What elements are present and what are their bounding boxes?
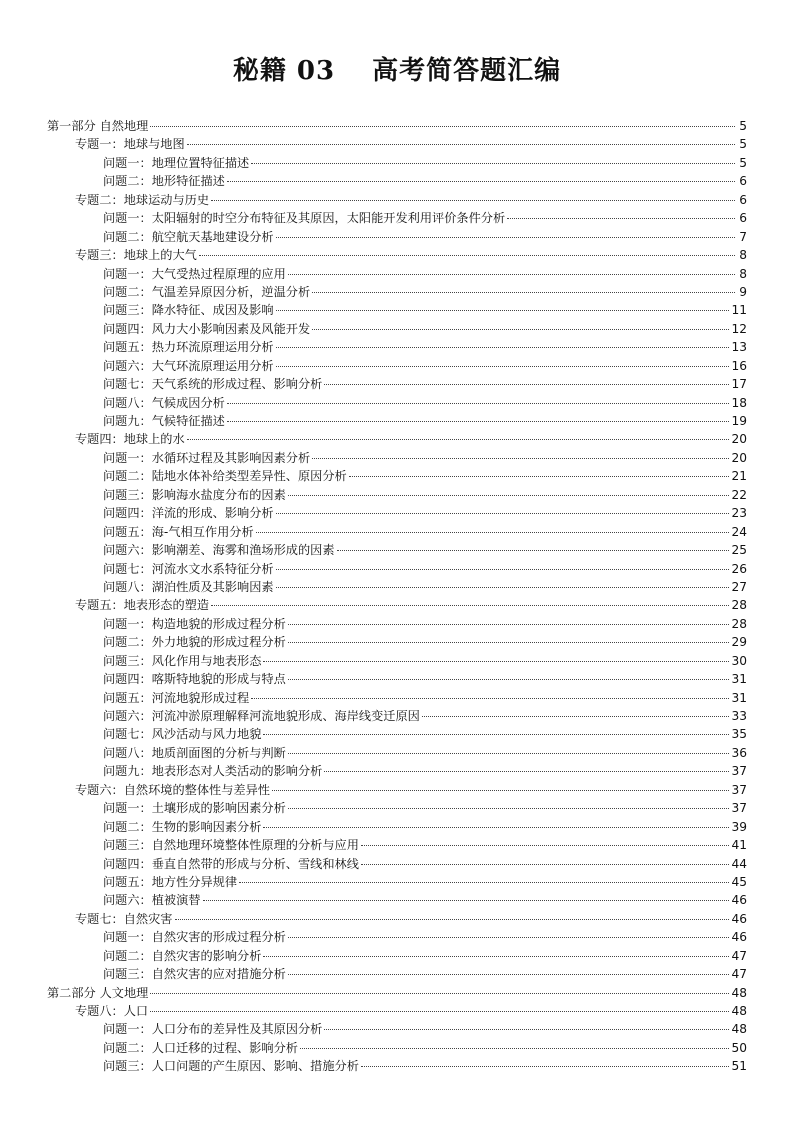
toc-entry-label: 问题三：影响海水盐度分布的因素 xyxy=(103,487,286,502)
toc-page-number: 26 xyxy=(731,561,747,576)
toc-page-number: 33 xyxy=(731,709,747,723)
dot-leader xyxy=(199,254,735,256)
toc-entry-label: 专题八：人口 xyxy=(75,1004,149,1018)
toc-question[interactable] xyxy=(47,375,747,393)
toc-question[interactable] xyxy=(47,615,747,633)
toc-entry-label: 问题二：外力地貌的形成过程分析 xyxy=(103,635,286,650)
dot-leader xyxy=(256,531,730,533)
toc-page-number: 47 xyxy=(731,967,747,982)
toc-part[interactable] xyxy=(47,117,747,135)
toc-question[interactable] xyxy=(47,209,747,227)
toc-page-number: 5 xyxy=(739,137,747,152)
toc-question[interactable] xyxy=(47,504,747,522)
toc-question[interactable] xyxy=(47,707,747,725)
toc-entry-label: 问题一：土壤形成的影响因素分析 xyxy=(103,801,286,816)
toc-entry-label: 问题一：太阳辐射的时空分布特征及其原因，太阳能开发利用评价条件分析 xyxy=(103,211,506,226)
dot-leader xyxy=(361,1065,730,1067)
toc-question[interactable] xyxy=(47,873,747,891)
toc-question[interactable] xyxy=(47,357,747,375)
toc-topic[interactable] xyxy=(47,1002,747,1020)
toc-entry-label: 专题六：自然环境的整体性与差异性 xyxy=(75,782,270,797)
dot-leader xyxy=(276,346,730,348)
dot-leader xyxy=(300,1047,729,1049)
toc-question[interactable] xyxy=(47,689,747,707)
toc-entry-label: 第二部分 人文地理 xyxy=(47,985,149,1000)
toc-page-number: 20 xyxy=(731,450,747,465)
toc-entry-label: 问题六：影响潮差、海雾和渔场形成的因素 xyxy=(103,543,335,558)
toc-entry-label: 第一部分 自然地理 xyxy=(47,119,149,133)
dot-leader xyxy=(312,291,735,293)
toc-entry-label: 专题三：地球上的大气 xyxy=(75,248,197,263)
toc-question[interactable] xyxy=(47,486,747,504)
toc-page-number: 51 xyxy=(731,1059,747,1074)
toc-page-number: 7 xyxy=(739,229,747,244)
toc-page-number: 31 xyxy=(731,690,747,705)
toc-question[interactable] xyxy=(47,947,747,965)
toc-entry-label: 问题六：植被演替 xyxy=(103,893,201,908)
dot-leader xyxy=(211,604,729,606)
dot-leader xyxy=(276,586,730,588)
toc-entry-label: 问题二：陆地水体补给类型差异性、原因分析 xyxy=(103,469,347,484)
toc-question[interactable] xyxy=(47,744,747,762)
toc-entry-label: 问题四：风力大小影响因素及风能开发 xyxy=(103,321,311,336)
toc-entry-label: 专题一：地球与地图 xyxy=(75,137,185,152)
toc-page-number: 36 xyxy=(731,745,747,760)
toc-question[interactable] xyxy=(47,891,747,909)
toc-question[interactable] xyxy=(47,818,747,836)
dot-leader xyxy=(263,733,729,735)
toc-entry-label: 问题三：降水特征、成因及影响 xyxy=(103,303,274,318)
toc-page-number: 47 xyxy=(731,948,747,963)
dot-leader xyxy=(227,420,730,422)
dot-leader xyxy=(227,180,735,182)
dot-leader xyxy=(276,365,730,367)
toc-entry-label: 问题八：地质剖面图的分析与判断 xyxy=(103,745,286,760)
toc-question[interactable] xyxy=(47,449,747,467)
toc-page-number: 46 xyxy=(731,930,747,945)
toc-question[interactable] xyxy=(47,928,747,946)
toc-page-number: 12 xyxy=(731,321,747,336)
dot-leader xyxy=(272,789,729,791)
toc-topic[interactable] xyxy=(47,910,747,928)
dot-leader xyxy=(150,1010,729,1012)
dot-leader xyxy=(324,383,729,385)
toc-topic[interactable] xyxy=(47,135,747,153)
toc-entry-label: 问题五：热力环流原理运用分析 xyxy=(103,340,274,355)
dot-leader xyxy=(239,881,729,883)
dot-leader xyxy=(276,512,730,514)
dot-leader xyxy=(211,199,735,201)
toc-entry-label: 问题三：自然灾害的应对措施分析 xyxy=(103,967,286,982)
toc-question[interactable] xyxy=(47,560,747,578)
toc-page-number: 21 xyxy=(731,469,747,484)
dot-leader xyxy=(263,660,729,662)
dot-leader xyxy=(507,217,735,219)
toc-page-number: 46 xyxy=(731,893,747,908)
toc-entry-label: 问题五：河流地貌形成过程 xyxy=(103,690,250,705)
toc-page-number: 48 xyxy=(731,1022,747,1037)
toc-part[interactable] xyxy=(47,984,747,1002)
toc-entry-label: 问题三：人口问题的产生原因、影响、措施分析 xyxy=(103,1059,359,1074)
toc-question[interactable] xyxy=(47,836,747,854)
toc-page-number: 39 xyxy=(731,819,747,834)
toc-entry-label: 问题八：气候成因分析 xyxy=(103,395,225,410)
toc-question[interactable] xyxy=(47,394,747,412)
toc-entry-label: 问题一：自然灾害的形成过程分析 xyxy=(103,930,286,945)
toc-question[interactable] xyxy=(47,1057,747,1075)
dot-leader xyxy=(187,438,730,440)
dot-leader xyxy=(288,807,730,809)
toc-page-number: 28 xyxy=(731,598,747,613)
toc-page-number: 50 xyxy=(731,1040,747,1055)
toc-entry-label: 问题五：地方性分异规律 xyxy=(103,874,238,889)
toc-entry-label: 问题二：气温差异原因分析，逆温分析 xyxy=(103,284,311,299)
toc-entry-label: 问题二：生物的影响因素分析 xyxy=(103,819,262,834)
dot-leader xyxy=(288,678,730,680)
toc-entry-label: 问题三：自然地理环境整体性原理的分析与应用 xyxy=(103,838,359,853)
toc-page-number: 22 xyxy=(731,487,747,502)
toc-topic[interactable] xyxy=(47,246,747,264)
toc-entry-label: 问题七：天气系统的形成过程、影响分析 xyxy=(103,377,323,392)
toc-entry-label: 问题四：洋流的形成、影响分析 xyxy=(103,506,274,521)
toc-question[interactable] xyxy=(47,670,747,688)
dot-leader xyxy=(288,641,730,643)
toc-page-number: 23 xyxy=(731,506,747,521)
toc-entry-label: 专题四：地球上的水 xyxy=(75,432,185,447)
toc-question[interactable] xyxy=(47,1020,747,1038)
toc-question[interactable] xyxy=(47,320,747,338)
dot-leader xyxy=(276,236,735,238)
toc-question[interactable] xyxy=(47,799,747,817)
toc-page-number: 6 xyxy=(739,174,747,189)
toc-question[interactable] xyxy=(47,541,747,559)
toc-entry-label: 问题一：地理位置特征描述 xyxy=(103,155,250,170)
toc-question[interactable] xyxy=(47,523,747,541)
toc-page-number: 6 xyxy=(739,211,747,226)
toc-question[interactable] xyxy=(47,1039,747,1057)
toc-question[interactable] xyxy=(47,652,747,670)
toc-question[interactable] xyxy=(47,762,747,780)
dot-leader xyxy=(361,863,730,865)
toc-page-number: 46 xyxy=(731,911,747,926)
toc-page-number: 13 xyxy=(731,340,747,355)
toc-page-number: 44 xyxy=(731,856,747,871)
toc-question[interactable] xyxy=(47,283,747,301)
toc-question[interactable] xyxy=(47,228,747,246)
toc-entry-label: 问题三：风化作用与地表形态 xyxy=(103,653,262,668)
dot-leader xyxy=(288,623,730,625)
toc-page-number: 24 xyxy=(731,524,747,539)
toc-entry-label: 问题五：海-气相互作用分析 xyxy=(103,524,254,539)
dot-leader xyxy=(263,826,729,828)
toc-page-number: 8 xyxy=(739,248,747,263)
dot-leader xyxy=(251,697,729,699)
toc-entry-label: 问题四：垂直自然带的形成与分析、雪线和林线 xyxy=(103,856,359,871)
toc-page-number: 28 xyxy=(731,616,747,631)
toc-entry-label: 问题六：大气环流原理运用分析 xyxy=(103,358,274,373)
toc-page-number: 41 xyxy=(731,838,747,853)
toc-entry-label: 问题二：人口迁移的过程、影响分析 xyxy=(103,1040,298,1055)
dot-leader xyxy=(251,162,735,164)
dot-leader xyxy=(175,918,730,920)
toc-page-number: 5 xyxy=(739,155,747,170)
toc-page-number: 25 xyxy=(731,543,747,558)
toc-entry-label: 问题七：河流水文水系特征分析 xyxy=(103,561,274,576)
dot-leader xyxy=(288,973,730,975)
toc-question[interactable] xyxy=(47,467,747,485)
dot-leader xyxy=(312,328,729,330)
dot-leader xyxy=(203,899,730,901)
toc-topic[interactable] xyxy=(47,430,747,448)
toc-page-number: 37 xyxy=(731,782,747,797)
dot-leader xyxy=(288,936,730,938)
page-title: 秘籍 03 高考简答题汇编 xyxy=(232,56,562,86)
toc-question[interactable] xyxy=(47,855,747,873)
toc-topic[interactable] xyxy=(47,781,747,799)
toc-entry-label: 专题七：自然灾害 xyxy=(75,911,173,926)
toc-page-number: 19 xyxy=(731,414,747,428)
toc-page-number: 27 xyxy=(731,579,747,594)
toc-entry-label: 专题五：地表形态的塑造 xyxy=(75,598,210,613)
dot-leader xyxy=(276,568,730,570)
toc-question[interactable] xyxy=(47,154,747,172)
toc-entry-label: 问题六：河流冲淤原理解释河流地貌形成、海岸线变迁原因 xyxy=(103,709,420,723)
toc-question[interactable] xyxy=(47,965,747,983)
toc-page-number: 20 xyxy=(731,432,747,447)
toc-page-number: 29 xyxy=(731,635,747,650)
toc-page-number: 18 xyxy=(731,395,747,410)
toc-question[interactable] xyxy=(47,578,747,596)
dot-leader xyxy=(150,125,735,127)
toc-page-number: 37 xyxy=(731,801,747,816)
toc-page-number: 9 xyxy=(739,284,747,299)
toc-entry-label: 问题四：喀斯特地貌的形成与特点 xyxy=(103,672,286,687)
dot-leader xyxy=(324,1028,729,1030)
toc-entry-label: 问题一：人口分布的差异性及其原因分析 xyxy=(103,1022,323,1037)
toc-question[interactable] xyxy=(47,338,747,356)
toc-page-number: 30 xyxy=(731,653,747,668)
dot-leader xyxy=(337,549,730,551)
toc-entry-label: 问题二：自然灾害的影响分析 xyxy=(103,948,262,963)
dot-leader xyxy=(187,143,735,145)
toc-question[interactable] xyxy=(47,172,747,190)
toc-entry-label: 专题二：地球运动与历史 xyxy=(75,192,210,207)
toc-question[interactable] xyxy=(47,265,747,283)
toc-page-number: 8 xyxy=(739,266,747,281)
toc-page-number: 17 xyxy=(731,377,747,392)
toc-page-number: 48 xyxy=(731,1004,747,1018)
toc-entry-label: 问题七：风沙活动与风力地貌 xyxy=(103,727,262,742)
dot-leader xyxy=(361,844,730,846)
toc-question[interactable] xyxy=(47,633,747,651)
toc-page-number: 5 xyxy=(739,119,747,133)
toc-entry-label: 问题一：构造地貌的形成过程分析 xyxy=(103,616,286,631)
toc-entry-label: 问题二：航空航天基地建设分析 xyxy=(103,229,274,244)
dot-leader xyxy=(263,955,729,957)
toc-topic[interactable] xyxy=(47,596,747,614)
toc-page-number: 37 xyxy=(731,764,747,779)
dot-leader xyxy=(422,715,730,717)
toc-entry-label: 问题一：大气受热过程原理的应用 xyxy=(103,266,286,281)
dot-leader xyxy=(324,770,729,772)
toc-entry-label: 问题二：地形特征描述 xyxy=(103,174,225,189)
table-of-contents xyxy=(47,117,747,1076)
toc-page-number: 31 xyxy=(731,672,747,687)
dot-leader xyxy=(288,494,730,496)
dot-leader xyxy=(312,457,729,459)
dot-leader xyxy=(150,992,729,994)
toc-topic[interactable] xyxy=(47,191,747,209)
toc-question[interactable] xyxy=(47,725,747,743)
toc-page-number: 11 xyxy=(731,303,747,318)
toc-page-number: 16 xyxy=(731,358,747,373)
dot-leader xyxy=(276,309,730,311)
toc-question[interactable] xyxy=(47,412,747,430)
dot-leader xyxy=(288,752,730,754)
toc-entry-label: 问题九：气候特征描述 xyxy=(103,414,225,428)
dot-leader xyxy=(288,273,735,275)
toc-page-number: 48 xyxy=(731,985,747,1000)
toc-page-number: 35 xyxy=(731,727,747,742)
toc-page-number: 6 xyxy=(739,192,747,207)
dot-leader xyxy=(349,475,730,477)
dot-leader xyxy=(227,402,730,404)
toc-entry-label: 问题一：水循环过程及其影响因素分析 xyxy=(103,450,311,465)
toc-question[interactable] xyxy=(47,301,747,319)
toc-entry-label: 问题九：地表形态对人类活动的影响分析 xyxy=(103,764,323,779)
toc-page-number: 45 xyxy=(731,874,747,889)
toc-entry-label: 问题八：湖泊性质及其影响因素 xyxy=(103,579,274,594)
